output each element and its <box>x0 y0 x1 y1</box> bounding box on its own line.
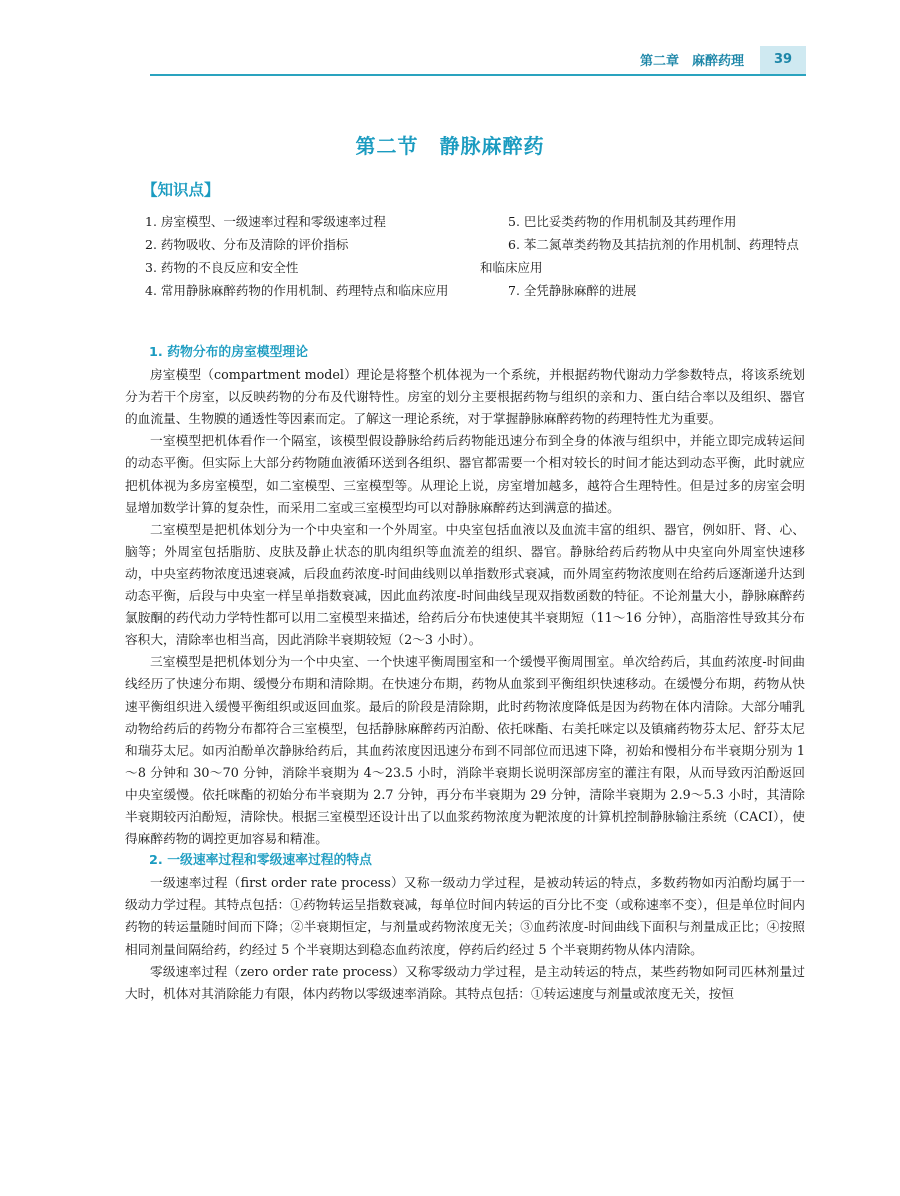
knowledge-point-item: 4. 常用静脉麻醉药物的作用机制、药理特点和临床应用 <box>145 283 449 298</box>
knowledge-point-item: 6. 苯二氮䓬类药物及其拮抗剂的作用机制、药理特点和临床应用 <box>480 237 799 275</box>
chapter-label: 第二章 麻醉药理 <box>639 54 744 69</box>
knowledge-point-item: 7. 全凭静脉麻醉的进展 <box>508 283 637 298</box>
knowledge-point-item: 2. 药物吸收、分布及清除的评价指标 <box>145 237 349 252</box>
section-heading: 1. 药物分布的房室模型理论 <box>149 345 308 360</box>
knowledge-points-left <box>125 210 470 302</box>
paragraph: 二室模型是把机体划分为一个中央室和一个外周室。中央室包括血液以及血流丰富的组织、器官，例如肝、肾、心、脑等；外周室包括脂肪、皮肤及静止状态的肌肉组织等血流差的组织、器官。静脉给药后药物从中央室向外周室快速移动，中央室药物浓度迅速衰减，后段血药浓度-时间曲线则以单指数形式衰减，而外周室药物浓度则在给药后逐渐递升达到动态平衡，后段与中央室一样呈单指数衰减，因此血药浓度-时间曲线呈现双指数函数的特征。不论剂量大小，静脉麻醉药氯胺酮的药代动力学特性都可以用二室模型来描述，给药后分布快速使其半衰期短（11～16 分钟），高脂溶性导致其分布容积大，清除率也相当高，因此消除半衰期较短（2～3 小时）。 <box>125 521 805 648</box>
knowledge-point-item: 1. 房室模型、一级速率过程和零级速率过程 <box>145 214 386 229</box>
page-number: 39 <box>760 46 806 74</box>
paragraph: 一级速率过程（first order rate process）又称一级动力学过程，是被动转运的特点，多数药物如丙泊酚均属于一级动力学过程。其特点包括：①药物转运呈指数衰减，每单位时间内转运的百分比不变（或称速率不变），但是单位时间内药物的转运量随时间而下降；②半衰期恒定，与剂量或药物浓度无关；③血药浓度-时间曲线下面积与剂量成正比；④按照相同剂量间隔给药，约经过 5 个半衰期达到稳态血药浓度，停药后约经过 5 个半衰期药物从体内清除。 <box>125 875 805 957</box>
knowledge-point-item: 5. 巴比妥类药物的作用机制及其药理作用 <box>508 214 737 229</box>
running-header <box>150 46 806 76</box>
knowledge-points-right <box>480 210 800 302</box>
paragraph: 房室模型（compartment model）理论是将整个机体视为一个系统，并根据药物代谢动力学参数特点，将该系统划分为若干个房室，以反映药物的分布及代谢特性。房室的划分主要根据药物与组织的亲和力、蛋白结合率以及组织、器官的血流量、生物膜的通透性等因素而定。了解这一理论系统，对于掌握静脉麻醉药物的药理特性尤为重要。 <box>125 367 805 427</box>
main-text <box>125 342 805 1005</box>
section-heading: 2. 一级速率过程和零级速率过程的特点 <box>149 853 372 869</box>
paragraph: 三室模型是把机体划分为一个中央室、一个快速平衡周围室和一个缓慢平衡周围室。单次给药后，其血药浓度-时间曲线经历了快速分布期、缓慢分布期和清除期。在快速分布期，药物从血浆到平衡组织快速移动。在缓慢分布期，药物从快速平衡组织进入缓慢平衡组织或返回血浆。最后的阶段是清除期，此时药物浓度降低是因为药物在体内清除。大部分哺乳动物给药后的药物分布都符合三室模型，包括静脉麻醉药丙泊酚、依托咪酯、右美托咪定以及镇痛药物芬太尼、舒芬太尼和瑞芬太尼。如丙泊酚单次静脉给药后，其血药浓度因迅速分布到不同部位而迅速下降，初始和慢相分布半衰期分别为 1～8 分钟和 30～70 分钟，消除半衰期为 4～23.5 小时，消除半衰期长说明深部房室的灌注有限，从而导致丙泊酚返回中央室缓慢。依托咪酯的初始分布半衰期为 2.7 分钟，再分布半衰期为 29 分钟，清除半衰期为 2.9～5.3 小时，其清除半衰期较丙泊酚短，清除快。根据三室模型还设计出了以血浆药物浓度为靶浓度的计算机控制静脉输注系统（CACI），使得麻醉药物的调控更加容易和精准。 <box>125 654 805 847</box>
paragraph: 零级速率过程（zero order rate process）又称零级动力学过程，是主动转运的特点，某些药物如阿司匹林剂量过大时，机体对其消除能力有限，体内药物以零级速率消除。其特点包括：①转运速度与剂量或浓度无关，按恒 <box>125 963 805 1001</box>
section-title: 第二节 静脉麻醉药 <box>355 134 545 158</box>
paragraph: 一室模型把机体看作一个隔室，该模型假设静脉给药后药物能迅速分布到全身的体液与组织中，并能立即完成转运间的动态平衡。但实际上大部分药物随血液循环送到各组织、器官都需要一个相对较长的时间才能达到动态平衡，此时就应把机体视为多房室模型，如二室模型、三室模型等。从理论上说，房室增加越多，越符合生理特性。但是过多的房室会明显增加数学计算的复杂性，而采用二室或三室模型均可以对静脉麻醉药达到满意的描述。 <box>125 433 805 515</box>
knowledge-points-heading: 【知识点】 <box>142 181 220 199</box>
knowledge-point-item: 3. 药物的不良反应和安全性 <box>145 260 299 275</box>
